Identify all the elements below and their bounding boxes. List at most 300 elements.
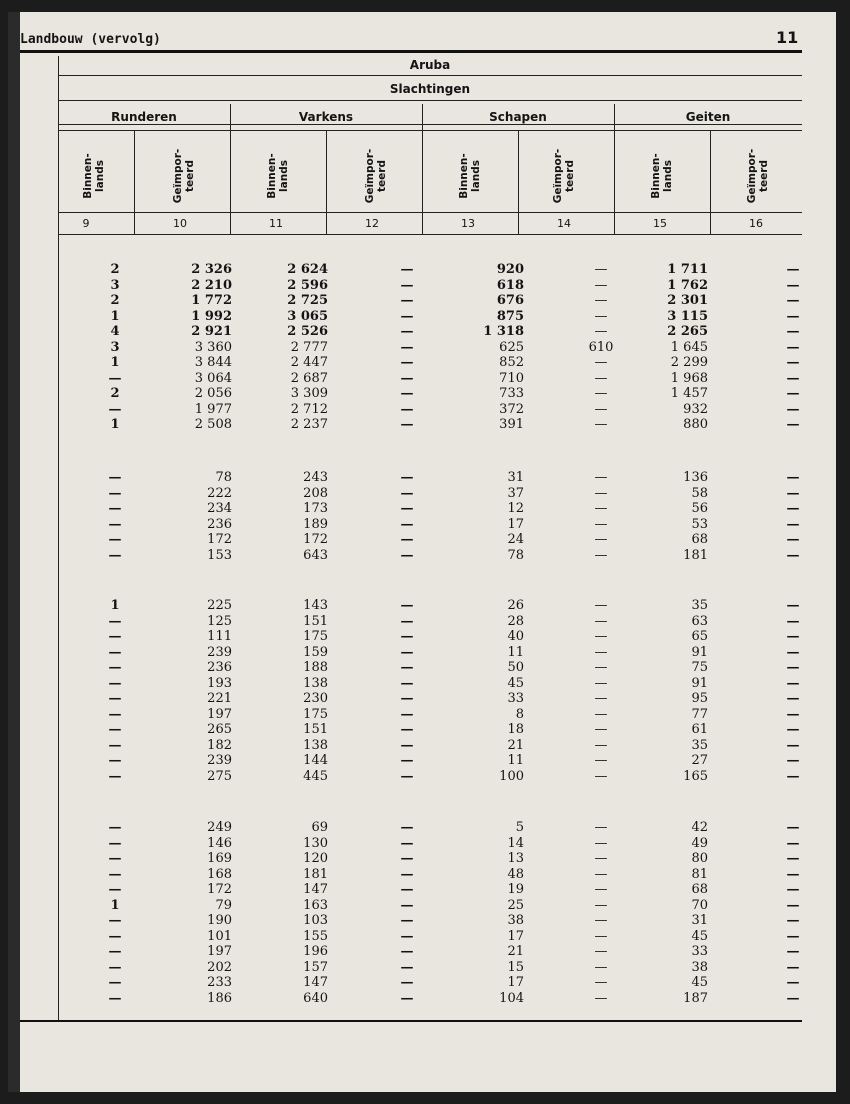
table-cell-c14: — [594,324,608,339]
table-cell-c16: — [786,866,800,882]
table-cell-c10: 239 [207,753,232,768]
table-cell-c9: 2 [110,386,120,401]
table-cell-c16: — [786,691,800,706]
table-cell-c9: — [108,629,122,644]
table-cell-c16: — [786,386,800,401]
table-cell-c14: — [594,355,608,370]
table-cell-c13: 21 [507,944,524,959]
table-cell-c14: — [594,417,608,432]
table-cell-c14: 610 [588,339,614,355]
table-cell-c15: 61 [691,722,708,737]
table-cell-c10: 186 [207,990,232,1006]
table-cell-c13: 852 [499,355,524,370]
table-cell-c10: 222 [207,485,232,501]
table-cell-c9: — [108,722,122,737]
table-cell-c13: 28 [507,613,524,629]
table-cell-c9: — [108,990,122,1006]
table-cell-c10: 265 [207,722,232,737]
table-cell-c16: — [786,990,800,1006]
table-cell-c14: — [594,293,608,308]
table-cell-c12: — [400,675,414,691]
table-cell-c13: 11 [507,644,524,660]
table-cell-c15: 181 [683,547,708,563]
document-page [8,12,836,1092]
table-cell-c15: 27 [691,753,708,768]
table-cell-c12: — [400,851,414,866]
table-cell-c11: 157 [303,959,328,975]
table-cell-c11: 188 [303,660,328,675]
table-cell-c9: — [108,737,122,753]
table-cell-c12: — [400,691,414,706]
table-cell-c13: 33 [507,691,524,706]
table-cell-c16: — [786,613,800,629]
table-cell-c13: 45 [507,675,524,691]
table-cell-c16: — [786,675,800,691]
table-cell-c10: 1 977 [194,401,232,417]
table-cell-c12: — [400,613,414,629]
table-cell-c12: — [400,324,414,339]
table-cell-c13: 104 [499,990,524,1006]
table-cell-c11: 138 [303,737,328,753]
table-cell-c11: 120 [303,851,328,866]
table-cell-c10: 2 508 [194,417,232,432]
table-cell-c16: — [786,959,800,975]
table-cell-c14: — [594,866,608,882]
table-cell-c10: 233 [207,975,232,990]
table-cell-c9: 3 [110,339,120,355]
table-cell-c10: 101 [207,928,232,944]
table-cell-c11: 147 [303,975,328,990]
table-cell-c11: 2 526 [287,324,328,339]
table-cell-c16: — [786,485,800,501]
table-cell-c13: 17 [507,928,524,944]
table-cell-c15: 3 115 [667,308,708,324]
sub-divider-4 [710,130,711,234]
page-binding-edge [8,12,20,1092]
table-cell-c10: 236 [207,660,232,675]
table-cell-c14: — [594,277,608,293]
table-cell-c16: — [786,722,800,737]
table-cell-c15: 45 [691,975,708,990]
col-header-15: Binnen- lands [650,153,674,199]
table-cell-c9: — [108,866,122,882]
table-cell-c13: 8 [515,706,524,722]
table-cell-c15: 42 [691,820,708,835]
sub-divider-1 [134,130,135,234]
colheader-rule [58,212,802,213]
table-cell-c13: 19 [507,882,524,897]
table-cell-c12: — [400,975,414,990]
table-cell-c9: — [108,485,122,501]
table-cell-c14: — [594,598,608,613]
table-cell-c11: 2 447 [290,355,328,370]
table-cell-c12: — [400,706,414,722]
table-cell-c15: 2 301 [667,293,708,308]
table-cell-c14: — [594,262,608,277]
table-cell-c12: — [400,644,414,660]
table-cell-c14: — [594,629,608,644]
table-cell-c13: 17 [507,975,524,990]
table-cell-c13: 13 [507,851,524,866]
table-cell-c9: — [108,913,122,928]
table-cell-c14: — [594,835,608,851]
table-cell-c13: 21 [507,737,524,753]
table-cell-c10: 249 [207,820,232,835]
table-cell-c12: — [400,990,414,1006]
table-cell-c11: 2 596 [287,277,328,293]
table-cell-c9: — [108,959,122,975]
col-number-13: 13 [461,217,475,230]
col-number-14: 14 [557,217,571,230]
table-cell-c13: 78 [507,547,524,563]
table-cell-c11: 181 [303,866,328,882]
table-cell-c15: 33 [691,944,708,959]
table-cell-c15: 58 [691,485,708,501]
table-cell-c11: 159 [303,644,328,660]
table-cell-c10: 172 [207,882,232,897]
table-cell-c14: — [594,532,608,547]
table-cell-c10: 193 [207,675,232,691]
colnumber-rule [58,234,802,235]
table-cell-c13: 618 [496,277,524,293]
table-cell-c11: 3 065 [287,308,328,324]
table-cell-c16: — [786,262,800,277]
table-cell-c11: 2 777 [290,339,328,355]
table-cell-c16: — [786,944,800,959]
table-cell-c16: — [786,532,800,547]
table-cell-c16: — [786,768,800,784]
table-cell-c13: 17 [507,516,524,532]
table-cell-c11: 163 [303,897,328,913]
table-cell-c9: — [108,675,122,691]
table-cell-c12: — [400,835,414,851]
table-cell-c11: 151 [303,722,328,737]
table-cell-c12: — [400,547,414,563]
table-cell-c13: 1 318 [483,324,524,339]
table-cell-c9: — [108,944,122,959]
table-cell-c12: — [400,370,414,386]
table-cell-c9: — [108,882,122,897]
sub-divider-3 [518,130,519,234]
table-cell-c14: — [594,990,608,1006]
table-cell-c10: 239 [207,644,232,660]
group-rule [58,130,802,131]
table-cell-c16: — [786,835,800,851]
table-cell-c9: — [108,660,122,675]
table-cell-c15: 1 762 [667,277,708,293]
table-cell-c15: 91 [691,675,708,691]
table-cell-c10: 234 [207,501,232,516]
table-cell-c9: — [108,691,122,706]
table-cell-c13: 733 [499,386,524,401]
table-cell-c16: — [786,401,800,417]
table-cell-c15: 53 [691,516,708,532]
table-cell-c10: 169 [207,851,232,866]
table-cell-c9: — [108,753,122,768]
table-cell-c13: 18 [507,722,524,737]
table-cell-c15: 38 [691,959,708,975]
table-cell-c10: 225 [207,598,232,613]
table-cell-c14: — [594,820,608,835]
table-cell-c10: 221 [207,691,232,706]
table-cell-c16: — [786,501,800,516]
table-cell-c11: 2 712 [290,401,328,417]
table-cell-c11: 243 [303,470,328,485]
table-subtitle: Slachtingen [389,82,471,96]
table-cell-c11: 175 [303,706,328,722]
table-cell-c16: — [786,417,800,432]
table-cell-c11: 640 [303,990,328,1006]
table-cell-c12: — [400,722,414,737]
table-cell-c9: — [108,768,122,784]
table-cell-c9: 3 [110,277,120,293]
table-cell-c15: 31 [691,913,708,928]
table-cell-c16: — [786,913,800,928]
table-cell-c16: — [786,308,800,324]
table-cell-c15: 1 457 [670,386,708,401]
table-cell-c11: 155 [303,928,328,944]
table-cell-c15: 932 [683,401,708,417]
table-cell-c13: 625 [499,339,524,355]
table-cell-c9: 2 [110,293,120,308]
table-cell-c9: 1 [110,897,120,913]
col-header-14: Geïmpor- teerd [552,148,576,204]
table-cell-c11: 138 [303,675,328,691]
table-cell-c15: 81 [691,866,708,882]
table-cell-c14: — [594,470,608,485]
table-cell-c9: 4 [110,324,120,339]
table-cell-c9: — [108,835,122,851]
table-cell-c12: — [400,629,414,644]
table-cell-c15: 68 [691,532,708,547]
table-cell-c11: 196 [303,944,328,959]
group-top-rule [58,124,802,125]
table-cell-c11: 2 725 [287,293,328,308]
table-cell-c16: — [786,753,800,768]
table-cell-c12: — [400,820,414,835]
table-cell-c11: 3 309 [290,386,328,401]
table-cell-c16: — [786,277,800,293]
table-cell-c12: — [400,959,414,975]
table-cell-c9: — [108,706,122,722]
table-cell-c12: — [400,470,414,485]
table-cell-c14: — [594,401,608,417]
table-cell-c16: — [786,324,800,339]
col-number-11: 11 [269,217,283,230]
table-cell-c15: 56 [691,501,708,516]
table-cell-c14: — [594,660,608,675]
table-cell-c11: 230 [303,691,328,706]
table-cell-c15: 70 [691,897,708,913]
table-cell-c14: — [594,691,608,706]
table-cell-c10: 2 210 [191,277,232,293]
page-header-title: Landbouw (vervolg) [20,32,161,47]
table-cell-c15: 45 [691,928,708,944]
table-cell-c14: — [594,928,608,944]
table-cell-c10: 190 [207,913,232,928]
table-cell-c12: — [400,737,414,753]
table-cell-c11: 173 [303,501,328,516]
table-cell-c9: 2 [110,262,120,277]
col-number-9: 9 [82,217,90,230]
table-cell-c11: 2 237 [290,417,328,432]
table-cell-c13: 40 [507,629,524,644]
table-cell-c13: 875 [496,308,524,324]
col-number-10: 10 [173,217,187,230]
group-header-runderen: Runderen [111,110,177,124]
table-cell-c11: 189 [303,516,328,532]
table-cell-c16: — [786,851,800,866]
table-cell-c13: 25 [507,897,524,913]
table-cell-c11: 208 [303,485,328,501]
table-cell-c9: — [108,644,122,660]
col-header-12: Geïmpor- teerd [364,148,388,204]
table-cell-c12: — [400,293,414,308]
table-cell-c10: 172 [207,532,232,547]
table-cell-c11: 445 [303,768,328,784]
table-cell-c10: 2 056 [194,386,232,401]
table-cell-c14: — [594,897,608,913]
table-cell-c15: 165 [683,768,708,784]
table-cell-c16: — [786,882,800,897]
table-cell-c9: — [108,820,122,835]
table-cell-c16: — [786,975,800,990]
table-cell-c12: — [400,753,414,768]
table-cell-c12: — [400,262,414,277]
col-header-11: Binnen- lands [266,153,290,199]
table-cell-c13: 710 [499,370,524,386]
table-cell-c15: 136 [683,470,708,485]
table-cell-c15: 75 [691,660,708,675]
table-cell-c15: 1 968 [670,370,708,386]
table-cell-c12: — [400,928,414,944]
table-cell-c14: — [594,516,608,532]
col-header-13: Binnen- lands [458,153,482,199]
table-cell-c10: 2 921 [191,324,232,339]
table-cell-c12: — [400,516,414,532]
table-cell-c10: 78 [215,470,232,485]
table-cell-c15: 35 [691,737,708,753]
table-cell-c11: 147 [303,882,328,897]
table-cell-c15: 2 265 [667,324,708,339]
table-cell-c10: 2 326 [191,262,232,277]
table-cell-c14: — [594,737,608,753]
table-cell-c16: — [786,629,800,644]
table-cell-c10: 197 [207,944,232,959]
table-cell-c12: — [400,866,414,882]
table-cell-c14: — [594,944,608,959]
page-number: 11 [776,28,799,47]
table-cell-c16: — [786,897,800,913]
table-cell-c14: — [594,308,608,324]
table-cell-c11: 151 [303,613,328,629]
table-cell-c14: — [594,501,608,516]
table-cell-c16: — [786,706,800,722]
table-cell-c14: — [594,547,608,563]
table-cell-c16: — [786,547,800,563]
table-cell-c13: 372 [499,401,524,417]
table-cell-c16: — [786,293,800,308]
table-cell-c9: 1 [110,308,120,324]
table-cell-c13: 37 [507,485,524,501]
col-header-10: Geïmpor- teerd [172,148,196,204]
table-cell-c10: 79 [215,897,232,913]
table-cell-c11: 69 [311,820,328,835]
table-cell-c9: — [108,370,122,386]
col-number-16: 16 [749,217,763,230]
table-cell-c11: 2 687 [290,370,328,386]
table-cell-c9: — [108,547,122,563]
table-cell-c9: — [108,613,122,629]
table-cell-c10: 146 [207,835,232,851]
table-cell-c12: — [400,339,414,355]
table-cell-c11: 172 [303,532,328,547]
table-cell-c13: 48 [507,866,524,882]
col-number-15: 15 [653,217,667,230]
table-cell-c9: — [108,516,122,532]
table-cell-c9: 1 [110,355,120,370]
table-cell-c11: 175 [303,629,328,644]
table-cell-c12: — [400,944,414,959]
table-cell-c15: 880 [683,417,708,432]
table-cell-c14: — [594,959,608,975]
table-cell-c12: — [400,485,414,501]
table-cell-c14: — [594,913,608,928]
table-cell-c10: 1 772 [191,293,232,308]
table-cell-c13: 31 [507,470,524,485]
table-cell-c12: — [400,660,414,675]
region-title: Aruba [409,58,451,72]
table-cell-c16: — [786,339,800,355]
table-cell-c12: — [400,417,414,432]
table-cell-c9: — [108,975,122,990]
table-cell-c11: 643 [303,547,328,563]
table-cell-c10: 168 [207,866,232,882]
table-cell-c10: 236 [207,516,232,532]
table-cell-c14: — [594,370,608,386]
col-number-12: 12 [365,217,379,230]
table-cell-c10: 275 [207,768,232,784]
table-cell-c16: — [786,644,800,660]
table-cell-c13: 676 [496,293,524,308]
table-cell-c12: — [400,882,414,897]
subtitle-rule [58,100,802,101]
table-cell-c16: — [786,355,800,370]
table-cell-c12: — [400,401,414,417]
table-cell-c15: 80 [691,851,708,866]
table-cell-c15: 77 [691,706,708,722]
table-bottom-rule [20,1020,802,1022]
table-left-border [58,56,59,1022]
table-cell-c10: 202 [207,959,232,975]
table-cell-c11: 130 [303,835,328,851]
table-cell-c12: — [400,355,414,370]
table-cell-c11: 103 [303,913,328,928]
table-cell-c16: — [786,370,800,386]
group-header-geiten: Geiten [685,110,731,124]
table-cell-c12: — [400,386,414,401]
table-cell-c16: — [786,820,800,835]
table-cell-c13: 15 [507,959,524,975]
table-cell-c14: — [594,851,608,866]
table-cell-c10: 1 992 [191,308,232,324]
table-cell-c14: — [594,613,608,629]
table-cell-c13: 14 [507,835,524,851]
group-header-varkens: Varkens [298,110,354,124]
table-cell-c15: 1 645 [670,339,708,355]
table-cell-c14: — [594,768,608,784]
table-cell-c10: 197 [207,706,232,722]
